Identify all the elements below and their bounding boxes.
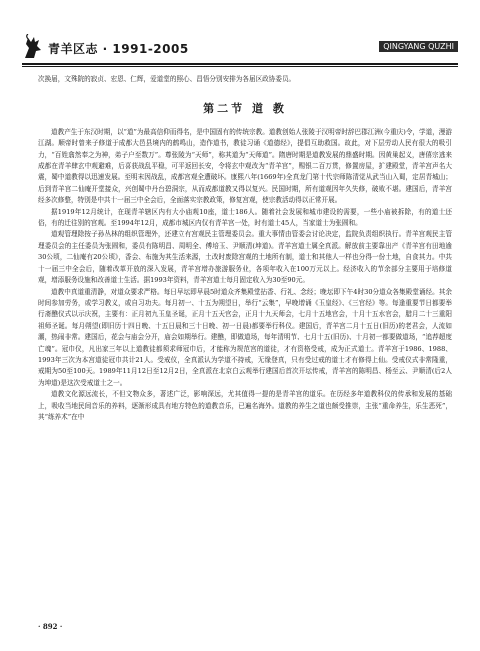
paragraph: 道观管理除按子孙丛林的组织管理外，还建立有宫观民主管理委员会。重大事情由管委会讨论决定，监院负责组织执行。青羊宫观民主管理委员会的主任委员为张圆和，委员有陈明昌、周明全、傅培玉、尹顺清(坤道)。青羊宫道士属全真派。解放前主要靠出产《青羊宫有田地逾30公顷，二仙庵有20公顷》，香会、布施为其生活来源，土改时废除宫观的土地所有制，道士和其他人一样也分得一份土地，自食其力。中共十一届三中全会后，随着改革开放的深入发展，青羊宫增办旅游服务业，各项年收入在100万元以上。经济收入的节余部分主要用于培修道观，增添服务设施和改善道士生活。据1993年资料，青羊宫道士每月固定收入为30至90元。 [38,230,452,285]
paragraph: 道教文化源远流长，不但文物众多，著述广泛，影响深远，尤其值得一提的是青羊宫的道乐。在历经多年道教科仪的传承和发展的基础上，吸收当地民间音乐的养料，逐渐形成具有地方特色的道教音乐，已遍名海外。道教的养生之道也颇受推崇，主张“重命养生，乐生恶死”，其“练养术”在中 [38,390,452,421]
paragraph: 道教中真道重清静，对道众要求严格。每日早坛即早晨5时道众齐集殿堂拈香、行礼、念经；晚坛即下午4时30分道众各集殿堂诵经。其余时间参加劳务，或学习教义，或自习功夫。每月初一、十五为朔望日，举行“云集”，早晚增诵《玉皇经》、《三官经》等。每逢重要节日都要举行斋醮仪式以示庆祝，主要有：正月初九玉皇圣诞，正月十五天官会，正月十九天师会，七月十五地官会，十月十五水官会，腊月二十三重阳祖师圣诞。每月朔望(即旧历十四日晚、十五日晨和三十日晚、初一日晨)都要举行科仪。建国后，青羊宫二月十五日(旧历)的老君会，人流如潮，热闹非常。建国后，花会与庙会分开，庙会如期举行。建醮，即做道场，每年清明节、七月十五(旧历)、十月初一都要做道场，“追荐超度亡魂”。冠巾仪，凡出家三年以上道教徒都须求师冠巾后，才能称为规范宫的道徒，才有资格受戒，成为正式道士。青羊宫于1986、1988、1993年三次为本宫道徒冠巾共计21人。受戒仪，全真派认为学道不持戒，无缘登真，只有受过戒的道士才有修得上仙。受戒仪式非常隆重，戒期为50至100天。1989年11月12日至12月2日，全真派在北京白云观举行建国后首次开坛传戒，青羊宫的陈明昌、杨至云、尹顺清(后2人为坤道)是这次受戒道士之一。 [38,287,452,387]
header-rule-thick [22,63,458,65]
section-label: QINGYANG QUZHI [379,41,458,52]
body-text [38,74,452,423]
page-header [22,32,458,62]
page-number: · 892 · [38,622,63,631]
intro-paragraph: 次换届，文殊院的寂贞、宏恩、仁辉，爱道堂的照心、昌悟分别安排为各届区政协委员。 [38,75,296,83]
book-title: 青羊区志 · 1991-2005 [48,42,189,56]
header-rule-thin [22,66,458,67]
section-title: 第二节 道 教 [203,102,287,116]
goat-logo-icon [22,34,44,60]
paragraph: 道教产生于东汉时期，以“道”为最高信仰而得名，是中国固有的传统宗教。道教创始人张陵于汉明帝时辞巴郡江洲(今重庆)令，学道，漫游江湖。顺帝时曾来子修道于成都大邑县境内的鹤鸣山，造作道书，教徒习诵《道德经》，提倡互助救国。故此，对下层劳动人民有很大的吸引力，“百姓翕然奉之为神，弟子户至数万”。尊张陵为“天师”，称其道为“天师道”。隋唐时期是道教发展的鼎盛时期。因黄巢起义，唐僖宗逃来成都在青羊肆玄中观避难，后喜获战乱平稳，可平返回长安，令将玄中观改为“青羊宫”，赐银二百万贯，修置房屋，扩建殿堂，青羊宫声名大震，蜀中道教得以迅速发展。至明末因战乱，成都宫观全遭破坏。康熙八年(1669年)全真龙门第十代宗师陈清觉从武当山入蜀，定居青城山；后到青羊宫二仙庵开堂接众，兴创蜀中丹台碧洞宗，从而成都道教又得以复兴。民国时期，所有道观因年久失修，破败不堪。建国后，青羊宫经多次修整，特别是中共十一届三中全会后，全面落实宗教政策，修复宫观，使宗教活动得以正常开展。 [38,127,452,205]
paragraph: 据1919年12月统计，在现青羊辖区内有大小庙观10座，道士186人。随着社会发展和城市建设的需要，一些小庙被拆除，有的道士还俗，有的迁往别的宫观。至1994年12月，成都市城区内仅有青羊宫一处，时有道士45人，当家道士为张圆和。 [38,207,452,228]
